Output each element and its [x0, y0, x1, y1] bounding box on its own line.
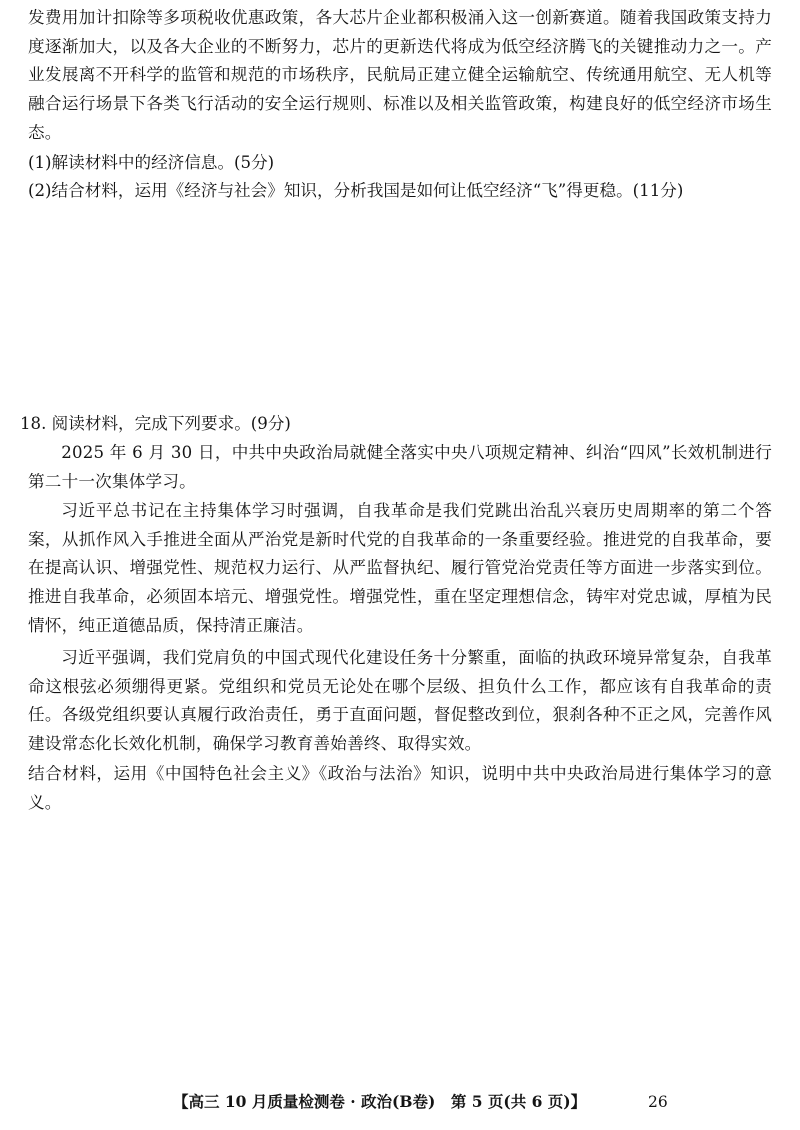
q18-question: 结合材料，运用《中国特色社会主义》《政治与法治》知识，说明中共中央政治局进行集体学习的意义。: [28, 764, 772, 812]
q18-material-paragraph-3: 习近平强调，我们党肩负的中国式现代化建设任务十分繁重，面临的执政环境异常复杂，自我革命这根弦必须绷得更紧。党组织和党员无论处在哪个层级、担负什么工作，都应该有自我革命的责任。各级党组织要认真履行政治责任，勇于直面问题，督促整改到位，狠刹各种不正之风，完善作风建设常态化长效化机制，确保学习教育善始善终、取得实效。: [28, 648, 772, 754]
page-footer: [0, 1088, 800, 1116]
q17-subquestion-2: (2)结合材料，运用《经济与社会》知识，分析我国是如何让低空经济“飞”得更稳。(11分): [28, 181, 684, 200]
q17-subquestion-1: (1)解读材料中的经济信息。(5分): [28, 153, 275, 172]
q18-material-paragraph-2: 习近平总书记在主持集体学习时强调，自我革命是我们党跳出治乱兴衰历史周期率的第二个答案，从抓作风入手推进全面从严治党是新时代党的自我革命的一条重要经验。推进党的自我革命，要在提高认识、增强党性、规范权力运行、从严监督执纪、履行管党治党责任等方面进一步落实到位。推进自我革命，必须固本培元、增强党性。增强党性，重在坚定理想信念，铸牢对党忠诚，厚植为民情怀，纯正道德品质，保持清正廉洁。: [28, 501, 772, 635]
q18-heading: 18. 阅读材料，完成下列要求。(9分): [20, 414, 291, 433]
footer-exam-label: 【高三 10 月质量检测卷 · 政治(B卷) 第 5 页(共 6 页)】: [173, 1092, 587, 1111]
q18-material-paragraph-1: 2025 年 6 月 30 日，中共中央政治局就健全落实中央八项规定精神、纠治“四风”长效机制进行第二十一次集体学习。: [28, 443, 772, 491]
footer-code: 26: [648, 1093, 668, 1111]
q17-material-continuation: 发费用加计扣除等多项税收优惠政策，各大芯片企业都积极涌入这一创新赛道。随着我国政策支持力度逐渐加大，以及各大企业的不断努力，芯片的更新迭代将成为低空经济腾飞的关键推动力之一。产业发展离不开科学的监管和规范的市场秩序，民航局正建立健全运输航空、传统通用航空、无人机等融合运行场景下各类飞行活动的安全运行规则、标准以及相关监管政策，构建良好的低空经济市场生态。: [28, 8, 772, 142]
